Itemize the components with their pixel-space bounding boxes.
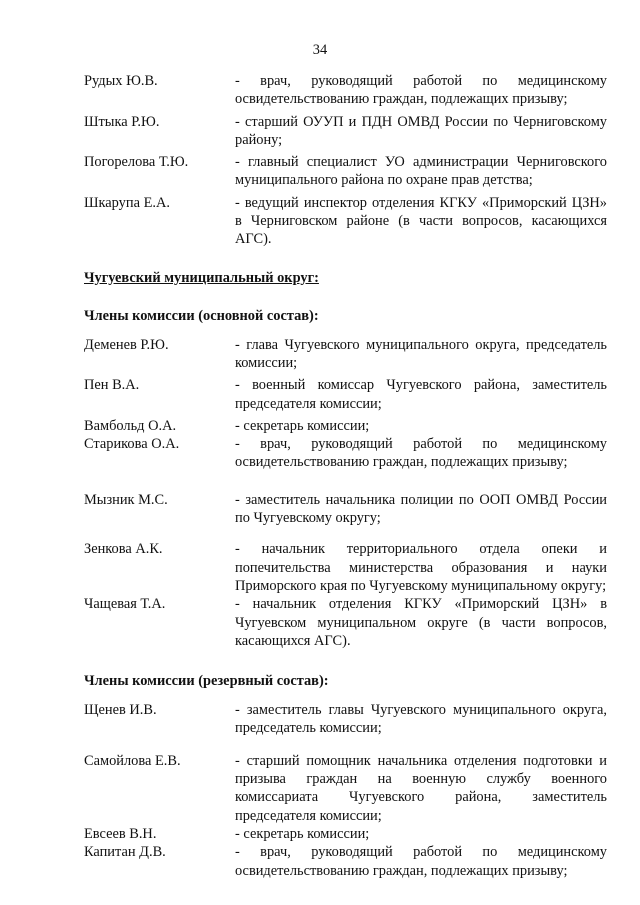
member-entry (84, 417, 607, 435)
member-description: - военный комиссар Чугуевского района, заместитель председателя комиссии; (235, 377, 607, 412)
member-description: - секретарь комиссии; (235, 825, 370, 842)
member-description: - начальник отделения КГКУ «Приморский ЦЗН» в Чугуевском муниципальном округе (в части вопросов, касающихся АГС). (235, 596, 607, 649)
member-name: Зенкова А.К. (84, 541, 163, 558)
member-name: Мызник М.С. (84, 491, 168, 508)
member-entry (84, 113, 607, 150)
member-entry (84, 376, 607, 413)
member-entry (84, 336, 607, 373)
member-description: - ведущий инспектор отделения КГКУ «Приморский ЦЗН» в Черниговском районе (в части вопросов, касающихся АГС). (235, 194, 607, 248)
member-entry (84, 435, 607, 472)
member-description: - заместитель начальника полиции по ООП ОМВД России по Чугуевскому округу; (235, 491, 607, 527)
member-name: Деменев Р.Ю. (84, 336, 169, 353)
main-composition-heading: Члены комиссии (основной состав): (84, 307, 319, 324)
member-description: - главный специалист УО администрации Черниговского муниципального района по охране прав детства; (235, 154, 607, 189)
member-name: Рудых Ю.В. (84, 73, 158, 89)
member-entry (84, 194, 607, 249)
member-name: Шкарупа Е.А. (84, 194, 170, 211)
member-entry (84, 595, 607, 650)
member-name: Пен В.А. (84, 377, 140, 394)
member-description: - врач, руководящий работой по медицинскому освидетельствованию граждан, подлежащих призыву; (235, 73, 607, 108)
member-entry (84, 491, 607, 528)
document-body (84, 72, 607, 880)
member-entry (84, 72, 607, 109)
member-description: - старший помощник начальника отделения подготовки и призыва граждан на военную службу военного комиссариата Чугуевского района, заместитель председателя комиссии; (235, 752, 607, 824)
member-name: Щенев И.В. (84, 702, 157, 719)
member-entry (84, 540, 607, 595)
member-entry (84, 843, 607, 880)
member-description: - начальник территориального отдела опеки и попечительства министерства образования и науки Приморского края по Чугуевскому муниципальному округу; (235, 541, 607, 594)
member-description: - врач, руководящий работой по медицинскому освидетельствованию граждан, подлежащих призыву; (235, 844, 607, 879)
member-entry (84, 701, 607, 738)
member-name: Самойлова Е.В. (84, 752, 181, 769)
member-name: Евсеев В.Н. (84, 825, 157, 842)
member-entry (84, 153, 607, 190)
member-description: - заместитель главы Чугуевского муниципального округа, председатель комиссии; (235, 702, 607, 737)
member-entry (84, 752, 607, 825)
member-description: - старший ОУУП и ПДН ОМВД России по Черниговскому району; (235, 113, 607, 148)
reserve-composition-heading: Члены комиссии (резервный состав): (84, 673, 329, 690)
member-description: - секретарь комиссии; (235, 417, 370, 434)
member-name: Чащевая Т.А. (84, 596, 166, 613)
member-name: Погорелова Т.Ю. (84, 154, 189, 171)
member-description: - глава Чугуевского муниципального округа, председатель комиссии; (235, 336, 607, 371)
member-description: - врач, руководящий работой по медицинскому освидетельствованию граждан, подлежащих призыву; (235, 436, 607, 471)
district-heading: Чугуевский муниципальный округ: (84, 269, 319, 286)
member-name: Капитан Д.В. (84, 844, 166, 861)
member-entry (84, 825, 607, 843)
member-name: Старикова О.А. (84, 436, 180, 453)
page-number: 34 (312, 42, 328, 58)
member-name: Штыка Р.Ю. (84, 113, 160, 130)
member-name: Вамбольд О.А. (84, 417, 177, 434)
